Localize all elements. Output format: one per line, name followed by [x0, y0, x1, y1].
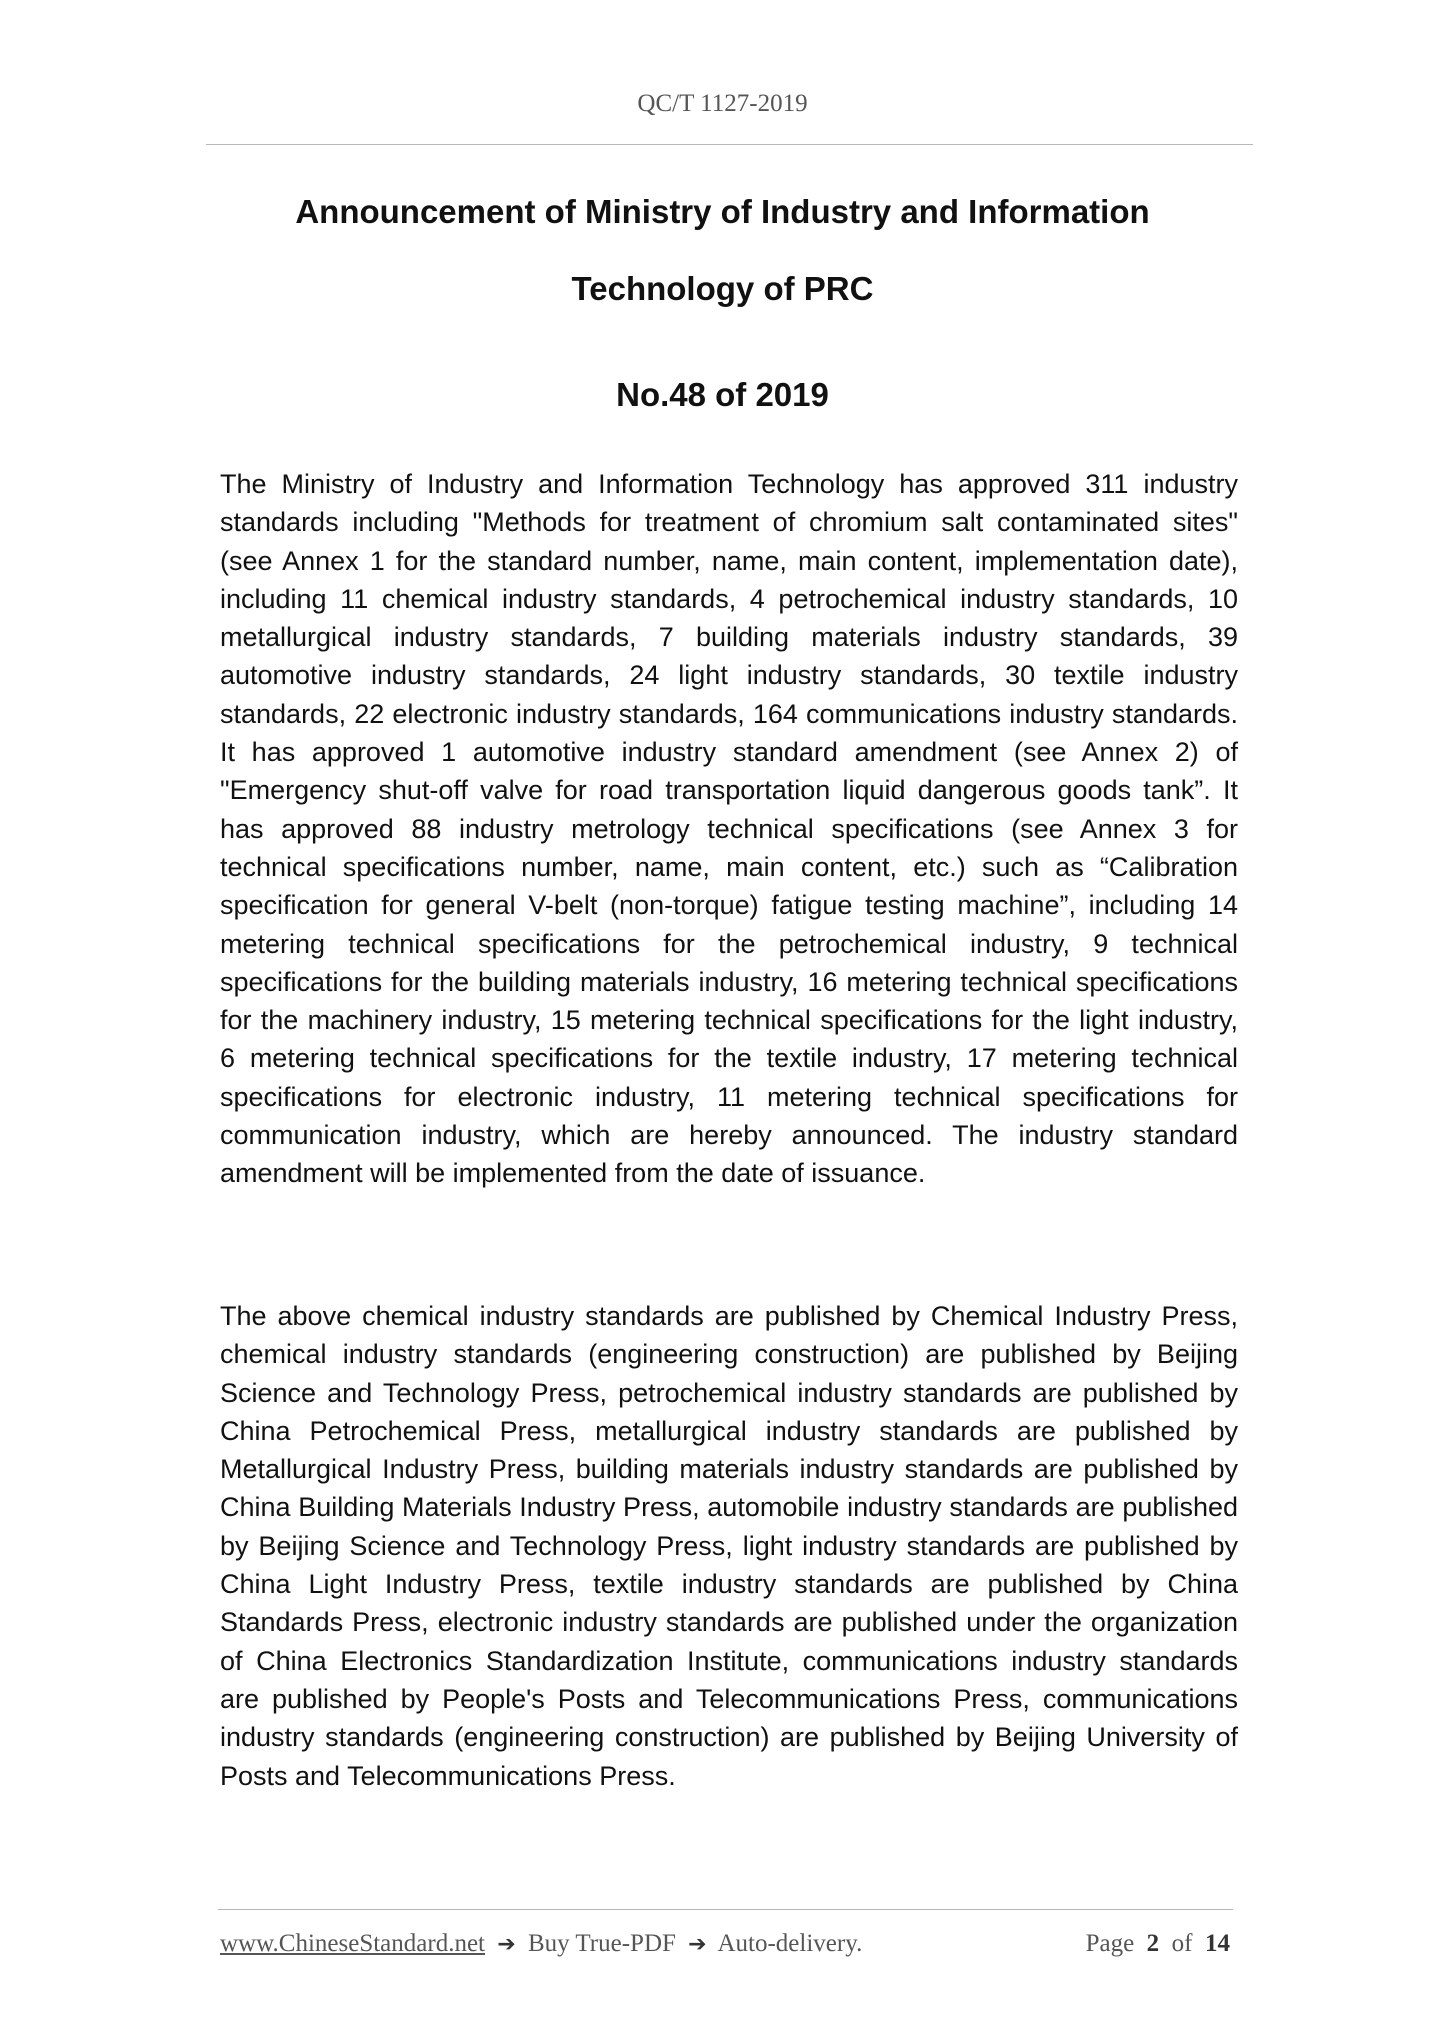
- document-code-header: QC/T 1127-2019: [637, 90, 808, 117]
- auto-delivery-text: Auto-delivery.: [717, 1930, 863, 1957]
- right-arrow-icon: ➔: [688, 1932, 707, 1957]
- body-paragraph-2: The above chemical industry standards are published by Chemical Industry Press, chemical industry standards (engineering construction) are published by Beijing Science and Technology Press, petrochemical industry standards are published by China Petrochemical Press, metallurgical industry standards are published by Metallurgical Industry Press, building materials industry standards are published by China Building Materials Industry Press, automobile industry standards are published by Beijing Science and Technology Press, light industry standards are published by China Light Industry Press, textile industry standards are published by China Standards Press, electronic industry standards are published under the organization of China Electronics Standardization Institute, communications industry standards are published by People's Posts and Telecommunications Press, communications industry standards (engineering construction) are published by Beijing University of Posts and Telecommunications Press.: [220, 1301, 1238, 1791]
- page-current: 2: [1146, 1930, 1160, 1957]
- page-label: Page: [1085, 1930, 1135, 1957]
- announcement-title-line-1: Announcement of Ministry of Industry and Information: [295, 193, 1150, 230]
- page-total: 14: [1205, 1930, 1230, 1957]
- footer-divider: [218, 1909, 1233, 1910]
- page-indicator: [1086, 1930, 1230, 1958]
- announcement-number: No.48 of 2019: [616, 376, 829, 413]
- header-divider: [206, 144, 1253, 145]
- page-footer: [220, 1930, 1230, 1966]
- right-arrow-icon: ➔: [497, 1932, 516, 1957]
- announcement-title-line-2: Technology of PRC: [571, 270, 874, 307]
- buy-true-pdf-text: Buy True-PDF: [527, 1930, 676, 1957]
- footer-promo: [220, 1930, 862, 1958]
- body-paragraph-1: The Ministry of Industry and Information Technology has approved 311 industry standards including "Methods for treatment of chromium salt contaminated sites" (see Annex 1 for the standard number, name, main content, implementation date), including 11 chemical industry standards, 4 petrochemical industry standards, 10 metallurgical industry standards, 7 building materials industry standards, 39 automotive industry standards, 24 light industry standards, 30 textile industry standards, 22 electronic industry standards, 164 communications industry standards. It has approved 1 automotive industry standard amendment (see Annex 2) of "Emergency shut-off valve for road transportation liquid dangerous goods tank”. It has approved 88 industry metrology technical specifications (see Annex 3 for technical specifications number, name, main content, etc.) such as “Calibration specification for general V-belt (non-torque) fatigue testing machine”, including 14 metering technical specifications for the petrochemical industry, 9 technical specifications for the building materials industry, 16 metering technical specifications for the machinery industry, 15 metering technical specifications for the light industry, 6 metering technical specifications for the textile industry, 17 metering technical specifications for electronic industry, 11 metering technical specifications for communication industry, which are hereby announced. The industry standard amendment will be implemented from the date of issuance.: [220, 469, 1238, 1189]
- page-of-label: of: [1171, 1930, 1193, 1957]
- site-link[interactable]: www.ChineseStandard.net: [220, 1930, 485, 1957]
